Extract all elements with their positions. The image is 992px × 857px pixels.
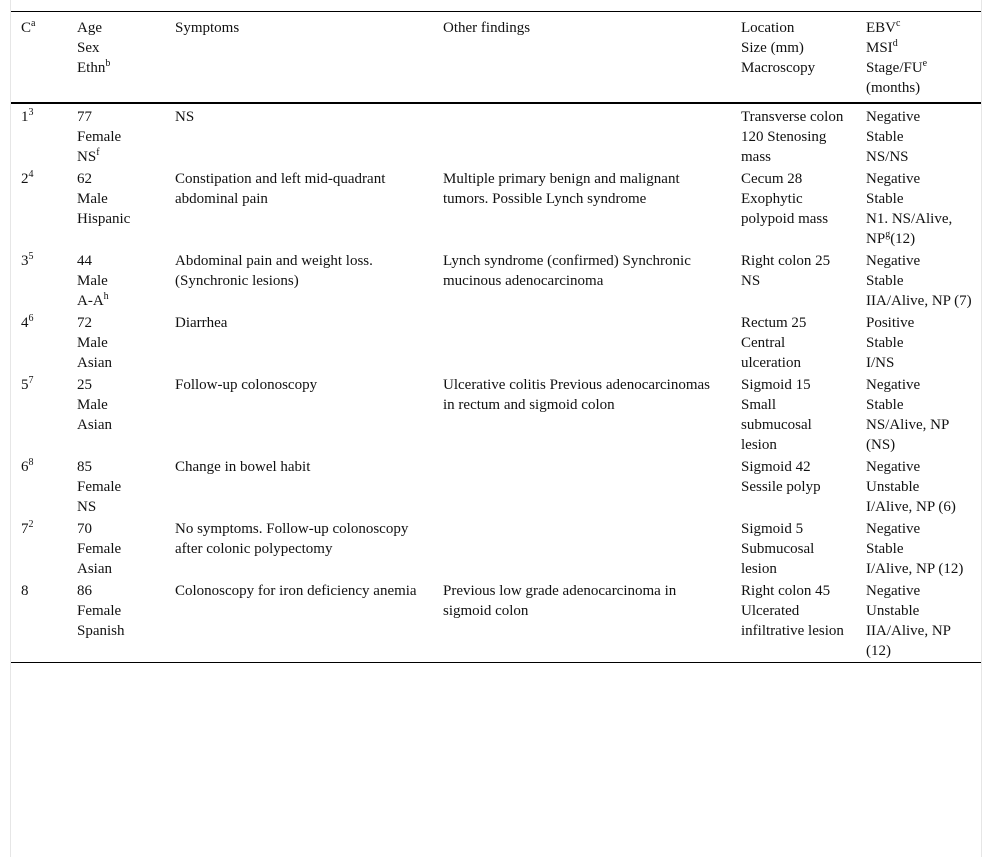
cell-line bbox=[77, 559, 157, 579]
footnote-marker: g bbox=[885, 229, 891, 240]
demographics-cell bbox=[67, 312, 165, 374]
cell-line bbox=[77, 271, 157, 291]
ebv-cell bbox=[856, 312, 981, 374]
footnote-marker: 3 bbox=[28, 107, 34, 118]
cell-text: Unstable bbox=[866, 479, 920, 495]
cell-line bbox=[77, 291, 157, 311]
cell-text: Hispanic bbox=[77, 211, 131, 227]
cell-line bbox=[77, 415, 157, 435]
location-text: Right colon 25 NS bbox=[741, 253, 831, 289]
footnote-marker: 2 bbox=[28, 519, 34, 530]
cell-text: Stable bbox=[866, 129, 904, 145]
symptoms-cell bbox=[165, 580, 433, 663]
cell-line bbox=[77, 375, 157, 395]
cell-line bbox=[866, 353, 973, 373]
case-cell bbox=[11, 168, 67, 250]
location-text: Right colon 45 Ulcerated infiltrative lesion bbox=[741, 583, 844, 639]
cell-line bbox=[866, 477, 973, 497]
cell-line bbox=[866, 395, 973, 415]
cell-line bbox=[866, 457, 973, 477]
cell-text: Asian bbox=[77, 355, 112, 371]
cell-line bbox=[866, 209, 973, 229]
case-number: 1 bbox=[21, 109, 29, 125]
cell-line bbox=[77, 313, 157, 333]
table-row bbox=[11, 374, 981, 456]
table-row bbox=[11, 312, 981, 374]
case-cell bbox=[11, 250, 67, 312]
case-cell bbox=[11, 518, 67, 580]
footnote-marker: h bbox=[103, 291, 109, 302]
ebv-cell bbox=[856, 374, 981, 456]
symptoms-cell bbox=[165, 518, 433, 580]
cell-line bbox=[77, 251, 157, 271]
cell-line bbox=[866, 415, 973, 455]
cell-text: NS bbox=[77, 149, 97, 165]
cell-text: Male bbox=[77, 191, 108, 207]
footnote-marker: 8 bbox=[28, 457, 34, 468]
symptoms-text: No symptoms. Follow-up colonoscopy after colonic polypectomy bbox=[175, 521, 409, 557]
cell-line bbox=[866, 559, 973, 579]
table-row bbox=[11, 456, 981, 518]
symptoms-text: Abdominal pain and weight loss. (Synchronic lesions) bbox=[175, 253, 373, 289]
cell-line bbox=[866, 333, 973, 353]
table-row bbox=[11, 168, 981, 250]
cell-text: Male bbox=[77, 335, 108, 351]
case-cell bbox=[11, 103, 67, 168]
cell-text: Stable bbox=[866, 273, 904, 289]
demographics-cell bbox=[67, 518, 165, 580]
case-number: 3 bbox=[21, 253, 29, 269]
cell-text: N1. NS/Alive, bbox=[866, 211, 953, 227]
cell-text: Female bbox=[77, 603, 122, 619]
location-cell bbox=[731, 456, 856, 518]
cell-text: NP bbox=[866, 231, 886, 247]
cell-text: Negative bbox=[866, 377, 921, 393]
cell-text: NS/Alive, NP (NS) bbox=[866, 417, 949, 453]
cell-line bbox=[866, 251, 973, 271]
symptoms-cell bbox=[165, 103, 433, 168]
cell-line bbox=[77, 147, 157, 167]
other-findings-cell bbox=[433, 250, 731, 312]
cell-text: Male bbox=[77, 273, 108, 289]
cell-text: IIA/Alive, NP (12) bbox=[866, 623, 951, 659]
location-cell bbox=[731, 250, 856, 312]
cell-text: Negative bbox=[866, 253, 921, 269]
cell-line bbox=[866, 147, 973, 167]
cell-text: Negative bbox=[866, 583, 921, 599]
case-table bbox=[11, 11, 981, 663]
ebv-cell bbox=[856, 168, 981, 250]
footnote-marker: 7 bbox=[28, 375, 34, 386]
other-findings-cell bbox=[433, 518, 731, 580]
footnote-marker: 5 bbox=[28, 251, 34, 262]
cell-line bbox=[866, 539, 973, 559]
other-findings-text: Ulcerative colitis Previous adenocarcinomas in rectum and sigmoid colon bbox=[443, 377, 710, 413]
symptoms-cell bbox=[165, 456, 433, 518]
location-text: Sigmoid 42 Sessile polyp bbox=[741, 459, 821, 495]
cell-line bbox=[866, 169, 973, 189]
ebv-cell bbox=[856, 456, 981, 518]
cell-text: NS bbox=[77, 499, 97, 515]
header-other-findings: Other findings bbox=[443, 20, 531, 36]
location-cell bbox=[731, 103, 856, 168]
case-cell bbox=[11, 374, 67, 456]
cell-line bbox=[866, 313, 973, 333]
table-row bbox=[11, 518, 981, 580]
ebv-cell bbox=[856, 518, 981, 580]
cell-line bbox=[77, 497, 157, 517]
location-cell bbox=[731, 374, 856, 456]
cell-line bbox=[77, 621, 157, 641]
case-cell bbox=[11, 456, 67, 518]
header-case: $C^a$ bbox=[21, 18, 36, 36]
cell-line bbox=[77, 189, 157, 209]
cell-text: (12) bbox=[890, 231, 916, 247]
other-findings-cell bbox=[433, 580, 731, 663]
cell-text: 62 bbox=[77, 171, 92, 187]
location-text: Rectum 25 Central ulceration bbox=[741, 315, 807, 371]
table-header bbox=[11, 12, 981, 104]
cell-line bbox=[77, 581, 157, 601]
cell-text: 70 bbox=[77, 521, 92, 537]
header-symptoms: Symptoms bbox=[175, 20, 240, 36]
cell-text: Stable bbox=[866, 397, 904, 413]
cell-line bbox=[866, 601, 973, 621]
cell-line bbox=[77, 107, 157, 127]
footnote-marker: 6 bbox=[28, 313, 34, 324]
cell-line bbox=[77, 127, 157, 147]
demographics-cell bbox=[67, 168, 165, 250]
cell-text: Stable bbox=[866, 541, 904, 557]
case-number: 6 bbox=[21, 459, 29, 475]
other-findings-cell bbox=[433, 456, 731, 518]
case-number: 5 bbox=[21, 377, 29, 393]
demographics-cell bbox=[67, 456, 165, 518]
cell-line bbox=[866, 127, 973, 147]
other-findings-cell bbox=[433, 103, 731, 168]
cell-line bbox=[866, 581, 973, 601]
cell-line bbox=[77, 395, 157, 415]
cell-line bbox=[866, 291, 973, 311]
cell-line bbox=[77, 519, 157, 539]
cell-text: 44 bbox=[77, 253, 92, 269]
other-findings-cell bbox=[433, 168, 731, 250]
symptoms-text: Change in bowel habit bbox=[175, 459, 311, 475]
cell-text: Negative bbox=[866, 521, 921, 537]
location-cell bbox=[731, 518, 856, 580]
symptoms-text: Colonoscopy for iron deficiency anemia bbox=[175, 583, 417, 599]
cell-line bbox=[77, 333, 157, 353]
cell-text: Negative bbox=[866, 171, 921, 187]
symptoms-cell bbox=[165, 168, 433, 250]
cell-line bbox=[866, 375, 973, 395]
cell-text: IIA/Alive, NP (7) bbox=[866, 293, 972, 309]
cell-line bbox=[77, 457, 157, 477]
cell-text: A-A bbox=[77, 293, 104, 309]
header-ebv: EBV$^c$ MSI$^d$ Stage/$FU^e$ (months) bbox=[866, 18, 928, 96]
cell-text: Male bbox=[77, 397, 108, 413]
cell-text: 86 bbox=[77, 583, 92, 599]
cell-text: Spanish bbox=[77, 623, 125, 639]
table-body bbox=[11, 103, 981, 663]
symptoms-cell bbox=[165, 374, 433, 456]
case-cell bbox=[11, 580, 67, 663]
cell-text: Stable bbox=[866, 191, 904, 207]
cell-text: Female bbox=[77, 129, 122, 145]
other-findings-text: Previous low grade adenocarcinoma in sigmoid colon bbox=[443, 583, 677, 619]
demographics-cell bbox=[67, 103, 165, 168]
cell-text: 85 bbox=[77, 459, 92, 475]
symptoms-cell bbox=[165, 312, 433, 374]
cell-text: 25 bbox=[77, 377, 92, 393]
location-cell bbox=[731, 312, 856, 374]
location-text: Transverse colon 120 Stenosing mass bbox=[741, 109, 844, 165]
other-findings-text: Multiple primary benign and malignant tumors. Possible Lynch syndrome bbox=[443, 171, 680, 207]
header-location: Location Size (mm) Macroscopy bbox=[741, 20, 816, 76]
cell-line bbox=[77, 601, 157, 621]
case-number: 2 bbox=[21, 171, 29, 187]
cell-text: 72 bbox=[77, 315, 92, 331]
header-demographics: Age Sex Ethn$^b$ bbox=[77, 20, 111, 76]
table-row bbox=[11, 103, 981, 168]
cell-text: 77 bbox=[77, 109, 92, 125]
case-number: 8 bbox=[21, 583, 29, 599]
other-findings-cell bbox=[433, 374, 731, 456]
cell-text: Female bbox=[77, 479, 122, 495]
location-cell bbox=[731, 580, 856, 663]
header-row bbox=[11, 12, 981, 104]
cell-line bbox=[77, 209, 157, 229]
demographics-cell bbox=[67, 250, 165, 312]
case-number: 7 bbox=[21, 521, 29, 537]
other-findings-cell bbox=[433, 312, 731, 374]
location-cell bbox=[731, 168, 856, 250]
cell-line bbox=[866, 497, 973, 517]
cell-line bbox=[77, 353, 157, 373]
symptoms-text: Follow-up colonoscopy bbox=[175, 377, 318, 393]
cell-text: Negative bbox=[866, 109, 921, 125]
cell-line bbox=[866, 519, 973, 539]
ebv-cell bbox=[856, 580, 981, 663]
cell-text: Unstable bbox=[866, 603, 920, 619]
cell-text: Negative bbox=[866, 459, 921, 475]
table-row bbox=[11, 250, 981, 312]
cell-line bbox=[866, 189, 973, 209]
cell-line bbox=[866, 229, 973, 249]
location-text: Sigmoid 15 Small submucosal lesion bbox=[741, 377, 812, 453]
cell-text: Positive bbox=[866, 315, 915, 331]
symptoms-text: NS bbox=[175, 109, 195, 125]
cell-text: Asian bbox=[77, 561, 112, 577]
symptoms-cell bbox=[165, 250, 433, 312]
cell-text: I/NS bbox=[866, 355, 895, 371]
cell-text: Asian bbox=[77, 417, 112, 433]
cell-line bbox=[866, 107, 973, 127]
cell-text: I/Alive, NP (6) bbox=[866, 499, 956, 515]
cell-line bbox=[77, 169, 157, 189]
cell-text: Female bbox=[77, 541, 122, 557]
case-number: 4 bbox=[21, 315, 29, 331]
ebv-cell bbox=[856, 250, 981, 312]
table-row bbox=[11, 580, 981, 663]
cell-text: Stable bbox=[866, 335, 904, 351]
symptoms-text: Diarrhea bbox=[175, 315, 228, 331]
cell-line bbox=[866, 621, 973, 661]
demographics-cell bbox=[67, 374, 165, 456]
cell-line bbox=[77, 477, 157, 497]
footnote-marker: f bbox=[96, 147, 100, 158]
cell-line bbox=[866, 271, 973, 291]
demographics-cell bbox=[67, 580, 165, 663]
footnote-marker: 4 bbox=[28, 169, 34, 180]
symptoms-text: Constipation and left mid-quadrant abdominal pain bbox=[175, 171, 386, 207]
cell-line bbox=[77, 539, 157, 559]
location-text: Sigmoid 5 Submucosal lesion bbox=[741, 521, 815, 577]
cell-text: I/Alive, NP (12) bbox=[866, 561, 964, 577]
cell-text: NS/NS bbox=[866, 149, 909, 165]
location-text: Cecum 28 Exophytic polypoid mass bbox=[741, 171, 829, 227]
ebv-cell bbox=[856, 103, 981, 168]
other-findings-text: Lynch syndrome (confirmed) Synchronic mucinous adenocarcinoma bbox=[443, 253, 691, 289]
case-cell bbox=[11, 312, 67, 374]
